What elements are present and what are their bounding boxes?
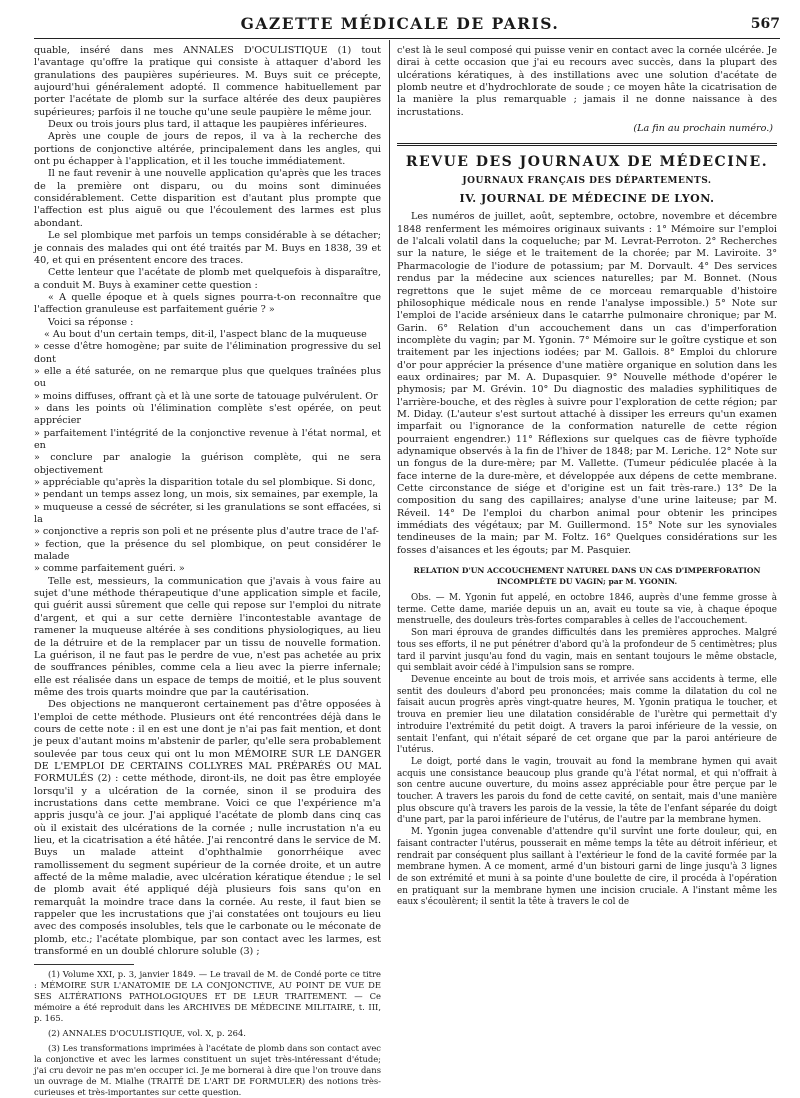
quote-line: » muqueuse a cessé de sécréter, si les granulations se sont effacées, si la bbox=[34, 501, 381, 526]
page-header bbox=[0, 0, 800, 40]
footnote: (3) Les transformations imprimées à l'acétate de plomb dans son contact avec la conjonctive et avec les larmes constituent un sujet très-intéressant d'étude; j'ai cru devoir ne pas m'en occuper ici. Je me bornerai à dire que l'on trouve dans un ouvrage de M. Mialhe (TRAITÉ DE L'ART DE FORMULER) des notions très-curieuses et très-importantes sur cette question. bbox=[34, 1043, 381, 1098]
section-subtitle: JOURNAUX FRANÇAIS DES DÉPARTEMENTS. bbox=[462, 175, 712, 186]
journal-title: GAZETTE MÉDICALE DE PARIS. bbox=[240, 14, 560, 33]
quote-line: » pendant un temps assez long, un mois, six semaines, par exemple, la bbox=[34, 489, 378, 501]
paragraph: Telle est, messieurs, la communication que j'avais à vous faire au sujet d'une méthode thérapeutique d'une application simple et facile, qui guérit aussi sûrement que celle qui repose sur l'emploi du nitrate d'argent, et qui a sur cette dernière l'incontestable avantage de ramener la muqueuse altérée à ses conditions physiologiques, au lieu de la détruire et de la remplacer par un tissu de nouvelle formation. La guérison, il ne faut pas le perdre de vue, n'est pas achetée au prix de souffrances pénibles, comme cela a lieu avec la pierre infernale; elle est réalisée dans un espace de temps de moitié, et le plus souvent même des trois quarts moindre que par la cautérisation. bbox=[34, 575, 381, 698]
quote-line: » comme parfaitement guéri. » bbox=[34, 563, 185, 575]
footnote: (2) ANNALES D'OCULISTIQUE, vol. X, p. 264. bbox=[48, 1028, 246, 1039]
quote-line: » fection, que la présence du sel plombique, on peut considérer le malade bbox=[34, 538, 381, 563]
quote-line: » moins diffuses, offrant çà et là une sorte de tatouage pulvérulent. Or bbox=[34, 390, 378, 402]
paragraph: Le doigt, porté dans le vagin, trouvait au fond la membrane hymen qui avait acquis une consistance beaucoup plus grande qu'à l'état normal, et qui n'offrait à son centre aucune ouverture, du moins assez appréciable pour être perçue par le toucher. A travers les parois du fond de cette cavité, on sentait, mais d'une manière plus obscure qu'à travers les parois de la vessie, la tête de l'enfant séparée du doigt d'une part, par la paroi inférieure de l'utérus, de l'autre par la membrane hymen. bbox=[397, 756, 777, 826]
paragraph: Après une couple de jours de repos, il va à la recherche des portions de conjonctive altérée, principalement dans les angles, qui ont pu échapper à l'application, et il les touche immédiatement. bbox=[34, 131, 381, 168]
quote-line: « Au bout d'un certain temps, dit-il, l'aspect blanc de la muqueuse bbox=[44, 328, 367, 340]
left-column bbox=[34, 45, 381, 1098]
quote-line: » conjonctive a repris son poli et ne présente plus d'autre trace de l'af- bbox=[34, 526, 379, 538]
paragraph: Deux ou trois jours plus tard, il attaque les paupières inférieures. bbox=[48, 119, 368, 131]
footnote-rule bbox=[34, 964, 134, 965]
paragraph: Les numéros de juillet, août, septembre, octobre, novembre et décembre 1848 renferment les mémoires originaux suivants : 1° Mémoire sur l'emploi de l'alcali volatil dans la coqueluche; par M. Levrat-Perroton. 2° Recherches sur la nature, le siége et le traitement de la chorée; par M. Laviroite. 3° Pharmacologie de l'iodure de potassium; par M. Dorvault. 4° Des services rendus par la médecine aux sciences naturelles; par M. Bonnet. (Nous regrettons que le sujet même de ce morceau remarquable d'histoire philosophique médicale nous en rende l'analyse impossible.) 5° Note sur l'emploi de l'acide arsénieux dans le catarrhe pulmonaire chronique; par M. Garin. 6° Relation d'un accouchement dans un cas d'imperforation incomplète du vagin; par M. Ygonin. 7° Mémoire sur le goître cystique et son traitement par les injections iodées; par M. Gallois. 8° Emploi du chlorure d'or pour apprécier la présence d'une matière organique en solution dans les eaux ordinaires; par M. A. Dupasquier. 9° Nouvelle méthode d'opérer le phymosis; par M. Grévin. 10° Du diagnostic des maladies syphilitiques de l'arrière-bouche, et des règles à suivre pour l'exploration de cette région; par M. Diday. (L'auteur s'est surtout attaché à dissiper les erreurs qu'un examen imparfait ou l'ignorance de la conformation naturelle de cette région pourraient engendrer.) 11° Réflexions sur quelques cas de fièvre typhoïde adynamique observés à la fin de l'hiver de 1848; par M. Leriche. 12° Note sur un fongus de la dure-mère; par M. Vallette. (Tumeur pédiculée placée à la face interne de la dure-mère, et développée aux dépens de cette membrane. Cette circonstance de siége et d'origine est un fait très-rare.) 13° De la composition du sang des capillaires; analyse d'une urine laiteuse; par M. Réveil. 14° De l'emploi du charbon animal pour obtenir les principes immédiats des végétaux; par M. Guillermond. 15° Note sur les synoviales tendineuses de la main; par M. Foltz. 16° Quelques considérations sur les fosses d'aisances et les égouts; par M. Pasquier. bbox=[397, 211, 777, 556]
paragraph: Des objections ne manqueront certainement pas d'être opposées à l'emploi de cette méthode. Plusieurs ont été rencontrées déjà dans le cours de cette note : il en est une dont je n'ai pas fait mention, et dont je peux d'autant moins m'abstenir de parler, qu'elle sera probablement soulevée par tous ceux qui ont lu mon MÉMOIRE SUR LE DANGER DE L'EMPLOI DE CERTAINS COLLYRES MAL PRÉPARÉS OU MAL FORMULÉS (2) : cette méthode, diront-ils, ne doit pas être employée lorsqu'il y a ulcération de la cornée, sinon il se produira des incrustations dans cette membrane. Voici ce que l'expérience m'a appris jusqu'à ce jour. J'ai appliqué l'acétate de plomb dans cinq cas où il existait des ulcérations de la cornée ; nulle incrustation n'a eu lieu, et la cicatrisation a été hâtée. J'ai rencontré dans le service de M. Buys un malade atteint d'ophthalmie gonorrhéique avec ramollissement du segment supérieur de la cornée droite, et un autre affecté de la même maladie, avec ulcération kératique étendue ; le sel de plomb avait été appliqué déjà plusieurs fois sans qu'on en remarquât la moindre trace dans la cornée. Au reste, il faut bien se rappeler que les incrustations que j'ai constatées ont toujours eu lieu avec des composés insolubles, tels que le carbonate ou le méconate de plomb, etc.; l'acétate plombique, par son contact avec les larmes, est transformé en un doublé chlorure soluble (3) ; bbox=[34, 699, 381, 958]
paragraph: Son mari éprouva de grandes difficultés dans les premières approches. Malgré tous ses efforts, il ne put pénétrer d'abord qu'à la profondeur de 5 centimètres; plus tard il parvint jusqu'au fond du vagin, mais en sentant toujours le même obstacle, qui semblait avoir cédé à l'impulsion sans se rompre. bbox=[397, 628, 777, 674]
section-rule bbox=[397, 143, 777, 146]
paragraph: quable, inséré dans mes ANNALES D'OCULISTIQUE (1) tout l'avantage qu'offre la pratique qui consiste à attaquer d'abord les granulations des paupières supérieures. M. Buys suit ce précepte, aujourd'hui généralement adopté. Il commence habituellement par porter l'acétate de plomb sur la surface altérée des deux paupières supérieures; parfois il ne touche qu'une seule paupière le même jour. bbox=[34, 45, 381, 118]
paragraph: Il ne faut revenir à une nouvelle application qu'après que les traces de la première ont disparu, ou du moins sont diminuées considérablement. Cette disparition est d'autant plus prompte que l'affection est plus aiguë ou que l'écoulement des larmes est plus abondant. bbox=[34, 168, 381, 229]
paragraph: Voici sa réponse : bbox=[48, 316, 134, 328]
header-rule bbox=[34, 38, 780, 39]
section-title: REVUE DES JOURNAUX DE MÉDECINE. bbox=[405, 154, 769, 171]
footnote: (1) Volume XXI, p. 3, janvier 1849. — Le travail de M. de Condé porte ce titre : MÉMOIRE SUR L'ANATOMIE DE LA CONJONCTIVE, AU POINT DE VUE DE SES ALTÉRATIONS PATHOLOGIQUES ET DE LEUR TRAITEMENT. — Ce mémoire a été reproduit dans les ARCHIVES DE MÉDECINE MILITAIRE, t. III, p. 165. bbox=[34, 969, 381, 1024]
column-divider bbox=[389, 40, 390, 880]
article-heading: RELATION D'UN ACCOUCHEMENT NATUREL DANS UN CAS D'IMPERFORATION INCOMPLÈTE DU VAGIN; par M. YGONIN. bbox=[413, 566, 761, 587]
right-column bbox=[397, 45, 777, 1035]
quote-line: » parfaitement l'intégrité de la conjonctive revenue à l'état normal, et en bbox=[34, 427, 381, 451]
paragraph: Devenue enceinte au bout de trois mois, et arrivée sans accidents à terme, elle sentit des douleurs d'abord peu prononcées; mais comme la dilatation du col ne faisait aucun progrès après vingt-quatre heures, M. Ygonin pratiqua le toucher, et trouva en premier lieu une dilatation considérable de l'urètre qui permettait d'y introduire l'extrémité du petit doigt. A travers la paroi inférieure de la vessie, on sentait l'enfant, qui n'était séparé de cet organe que par la paroi antérieure de l'utérus. bbox=[397, 674, 777, 756]
quote-line: » dans les points où l'élimination complète s'est opérée, on peut apprécier bbox=[34, 402, 381, 427]
quotation-block bbox=[34, 329, 381, 576]
paragraph: Obs. — M. Ygonin fut appelé, en octobre 1846, auprès d'une femme grosse à terme. Cette dame, mariée depuis un an, avait eu toute sa vie, à chaque époque menstruelle, des douleurs très-fortes comparables à celles de l'accouchement. bbox=[397, 593, 777, 627]
page-number: 567 bbox=[750, 16, 780, 32]
quote-line: » cesse d'être homogène; par suite de l'élimination progressive du sel dont bbox=[34, 341, 381, 365]
quote-line: » elle a été saturée, on ne remarque plus que quelques traînées plus ou bbox=[34, 365, 381, 390]
paragraph: « A quelle époque et à quels signes pourra-t-on reconnaître que l'affection granuleuse est parfaitement guérie ? » bbox=[34, 291, 381, 316]
quote-line: » appréciable qu'après la disparition totale du sel plombique. Si donc, bbox=[34, 477, 376, 489]
quote-line: » conclure par analogie la guérison complète, qui ne sera objectivement bbox=[34, 452, 381, 476]
paragraph: M. Ygonin jugea convenable d'attendre qu'il survînt une forte douleur, qui, en faisant contracter l'utérus, pousserait en même temps la tête au détroit inférieur, et rendrait par conséquent plus saillant à l'extérieur le fond de la cavité formée par la membrane hymen. A ce moment, armé d'un bistouri garni de linge jusqu'à 3 lignes de son extrémité et muni à sa pointe d'une boulette de cire, il procéda à l'opération en pratiquant sur la membrane hymen une incision cruciale. A l'instant même les eaux s'écoulèrent; il sentit la tête à travers le col de bbox=[397, 827, 777, 908]
paragraph: Cette lenteur que l'acétate de plomb met quelquefois à disparaître, a conduit M. Buys à examiner cette question : bbox=[34, 267, 381, 291]
paragraph: Le sel plombique met parfois un temps considérable à se détacher; je connais des malades qui ont été traités par M. Buys en 1838, 39 et 40, et qui en présentent encore des traces. bbox=[34, 230, 381, 266]
continued-notice: (La fin au prochain numéro.) bbox=[633, 123, 773, 135]
journal-heading: IV. JOURNAL DE MÉDECINE DE LYON. bbox=[459, 192, 715, 206]
paragraph: c'est là le seul composé qui puisse venir en contact avec la cornée ulcérée. Je dirai à cette occasion que j'ai eu recours avec succès, dans la plupart des ulcérations kératiques, à des instillations avec une solution d'acétate de plomb neutre et d'hydrochlorate de soude ; ce moyen hâte la cicatrisation de la manière la plus remarquable ; jamais il ne donne naissance à des incrustations. bbox=[397, 45, 777, 118]
